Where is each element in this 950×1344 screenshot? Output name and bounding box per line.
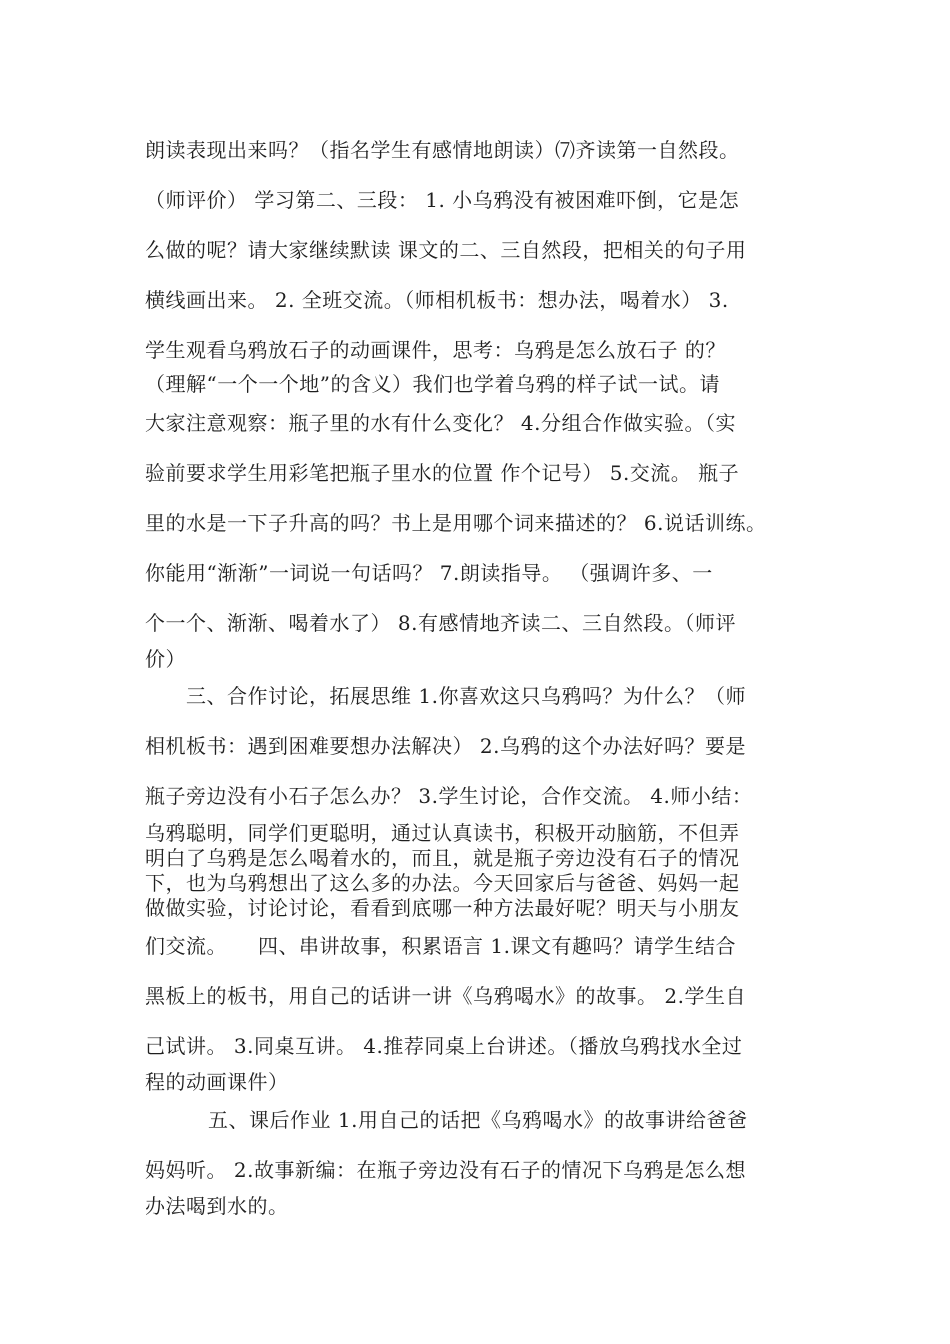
text-line: 相机板书：遇到困难要想办法解决） 2.乌鸦的这个办法好吗？要是: [145, 734, 746, 758]
text-line: 们交流。 四、串讲故事，积累语言 1.课文有趣吗？请学生结合: [145, 934, 736, 958]
text-line: 己试讲。 3.同桌互讲。 4.推荐同桌上台讲述。（播放乌鸦找水全过: [145, 1034, 743, 1058]
text-line: 做做实验，讨论讨论，看看到底哪一种方法最好呢？明天与小朋友: [145, 896, 740, 920]
text-line: 妈妈听。 2.故事新编：在瓶子旁边没有石子的情况下乌鸦是怎么想: [145, 1158, 746, 1182]
text-line: 朗读表现出来吗？（指名学生有感情地朗读）⑺齐读第一自然段。: [145, 138, 740, 162]
text-line: 办法喝到水的。: [145, 1194, 289, 1218]
text-line: 瓶子旁边没有小石子怎么办？ 3.学生讨论，合作交流。 4.师小结：: [145, 784, 753, 808]
text-line: 价）: [145, 647, 186, 671]
text-line: 学生观看乌鸦放石子的动画课件，思考：乌鸦是怎么放石子 的？: [145, 338, 726, 362]
text-line: 大家注意观察：瓶子里的水有什么变化？ 4.分组合作做实验。（实: [145, 411, 736, 435]
text-line: 横线画出来。 2. 全班交流。（师相机板书：想办法，喝着水） 3.: [145, 288, 729, 312]
text-line: 里的水是一下子升高的吗？书上是用哪个词来描述的？ 6.说话训练。: [145, 511, 767, 535]
text-line: 你能用“渐渐”一词说一句话吗？ 7.朗读指导。 （强调许多、一: [145, 561, 713, 585]
text-line: 验前要求学生用彩笔把瓶子里水的位置 作个记号） 5.交流。 瓶子: [145, 461, 740, 485]
text-line: 下，也为乌鸦想出了这么多的办法。今天回家后与爸爸、妈妈一起: [145, 871, 740, 895]
text-line: 个一个、渐渐、喝着水了） 8.有感情地齐读二、三自然段。（师评: [145, 611, 736, 635]
section-heading-line: 五、课后作业 1.用自己的话把《乌鸦喝水》的故事讲给爸爸: [208, 1108, 748, 1132]
text-line: 黑板上的板书，用自己的话讲一讲《乌鸦喝水》的故事。 2.学生自: [145, 984, 746, 1008]
text-line: 明白了乌鸦是怎么喝着水的，而且，就是瓶子旁边没有石子的情况: [145, 846, 740, 870]
text-line: 么做的呢？请大家继续默读 课文的二、三自然段，把相关的句子用: [145, 238, 747, 262]
section-heading-line: 三、合作讨论，拓展思维 1.你喜欢这只乌鸦吗？为什么？（师: [186, 684, 746, 708]
text-line: （理解“一个一个地”的含义）我们也学着乌鸦的样子试一试。请: [145, 372, 720, 396]
text-line: 乌鸦聪明，同学们更聪明，通过认真读书，积极开动脑筋，不但弄: [145, 821, 740, 845]
text-line: （师评价） 学习第二、三段： 1. 小乌鸦没有被困难吓倒，它是怎: [145, 188, 740, 212]
text-line: 程的动画课件）: [145, 1070, 289, 1094]
